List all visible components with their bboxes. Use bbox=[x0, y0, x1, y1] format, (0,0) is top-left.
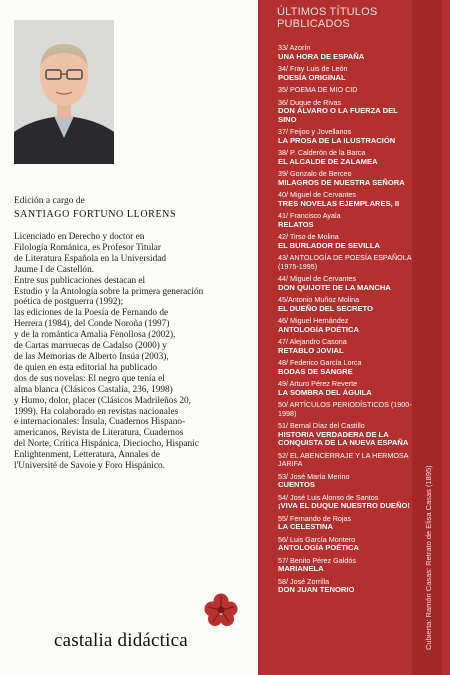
item-title: RELATOS bbox=[278, 219, 314, 229]
item-title: ¡VIVA EL DUQUE NUESTRO DUEÑO! bbox=[278, 501, 410, 510]
cover-credit: Cubierta: Ramón Casas: Retrato de Elisa Casas (1895) bbox=[424, 465, 433, 650]
bio-line: poética de postguerra (1992); bbox=[14, 297, 124, 308]
bio-line: Enlightenment, Letteratura, Annales de bbox=[14, 450, 160, 461]
bio-line: de las Memorias de Alberto Insúa (2003), bbox=[14, 351, 169, 362]
item-title: LA CELESTINA bbox=[278, 522, 333, 531]
list-item bbox=[278, 233, 418, 250]
list-item bbox=[278, 578, 418, 595]
item-number-author: 53/ José María Merino bbox=[278, 471, 350, 481]
item-title: UNA HORA DE ESPAÑA bbox=[278, 51, 365, 61]
list-item bbox=[278, 254, 418, 271]
list-item bbox=[278, 452, 418, 469]
bio-line: las ediciones de la Poesía de Fernando de bbox=[14, 308, 169, 319]
heading-line: PUBLICADOS bbox=[277, 18, 350, 30]
list-item bbox=[278, 86, 418, 95]
item-number-author: 50/ ARTÍCULOS PERIODÍSTICOS (1900-1998) bbox=[278, 400, 412, 418]
item-number-author: 55/ Fernando de Rojas bbox=[278, 513, 352, 523]
list-item bbox=[278, 515, 418, 532]
bio-line: Jaume I de Castellón. bbox=[14, 264, 95, 275]
list-item bbox=[278, 44, 418, 61]
publisher-logo-text: castalia didáctica bbox=[54, 630, 188, 651]
item-number-author: 47/ Alejandro Casona bbox=[278, 337, 347, 346]
bio-line: y Humo, dolor, placer (Clásicos Madrileños 20, bbox=[14, 395, 192, 406]
bio-line: dos de sus novelas: El negro que tenía el bbox=[14, 373, 165, 384]
list-item bbox=[278, 401, 418, 418]
list-item bbox=[278, 149, 418, 166]
list-item bbox=[278, 296, 418, 313]
item-title: ANTOLOGÍA POÉTICA bbox=[278, 324, 360, 334]
list-item bbox=[278, 65, 418, 82]
bio-line: de Cartas marruecas de Cadalso (2000) y bbox=[14, 341, 167, 352]
bio-line: e internacionales: Ínsula, Cuadernos Hispano- bbox=[14, 417, 186, 428]
item-title: MILAGROS DE NUESTRA SEÑORA bbox=[278, 177, 405, 187]
bio-line: Licenciado en Derecho y doctor en bbox=[14, 232, 145, 242]
recent-titles-list bbox=[278, 44, 418, 599]
item-number-author: 45/Antonio Muñoz Molina bbox=[278, 295, 360, 304]
item-number-author: 48/ Federico García Lorca bbox=[278, 358, 362, 367]
list-item bbox=[278, 557, 418, 574]
item-title: DON QUIJOTE DE LA MANCHA bbox=[278, 282, 391, 292]
list-item bbox=[278, 380, 418, 397]
item-title: TRES NOVELAS EJEMPLARES, II bbox=[278, 198, 400, 208]
item-title: EL BURLADOR DE SEVILLA bbox=[278, 240, 380, 250]
list-item bbox=[278, 275, 418, 292]
list-item bbox=[278, 338, 418, 355]
list-item bbox=[278, 212, 418, 229]
list-item bbox=[278, 99, 418, 125]
item-title: ANTOLOGÍA POÉTICA bbox=[278, 543, 360, 552]
item-number-author: 51/ Bernal Díaz del Castillo bbox=[278, 421, 365, 430]
item-number-author: 46/ Miguel Hernández bbox=[278, 316, 349, 325]
editor-name: SANTIAGO FORTUNO LLORENS bbox=[14, 209, 177, 220]
bio-line: Filología Románica, es Profesor Titular bbox=[14, 242, 161, 253]
bio-line: de Literatura Española en la Universidad bbox=[14, 253, 167, 264]
list-item bbox=[278, 494, 418, 511]
item-number-author: 58/ José Zorrilla bbox=[278, 576, 330, 586]
list-item bbox=[278, 191, 418, 208]
item-title: DON JUAN TENORIO bbox=[278, 585, 355, 594]
bio-line: 1999). Ha colaborado en revistas nacionales bbox=[14, 406, 179, 417]
item-title: DON ÁLVARO O LA FUERZA DEL SINO bbox=[278, 106, 398, 124]
bio-line: Herrera (1984), del Conde Noroña (1997) bbox=[14, 319, 170, 330]
item-number-author: 34/ Fray Luis de León bbox=[278, 64, 348, 73]
item-title: BODAS DE SANGRE bbox=[278, 366, 353, 376]
bio-line: alma blanca (Clásicos Castalia, 236, 1998) bbox=[14, 384, 173, 395]
item-number-author: 42/ Tirso de Molina bbox=[278, 232, 339, 241]
list-item bbox=[278, 536, 418, 553]
bio-line: americanos, Revista de Literatura, Cuadernos bbox=[14, 428, 184, 439]
item-number-author: 41/ Francisco Ayala bbox=[278, 211, 341, 220]
bio-line: l'Université de Savoie y Foro Hispánico. bbox=[14, 461, 165, 472]
item-title: POESÍA ORIGINAL bbox=[278, 72, 346, 82]
list-item bbox=[278, 359, 418, 376]
item-number-author: 43/ ANTOLOGÍA DE POESÍA ESPAÑOLA (1975-1995) bbox=[278, 253, 412, 271]
recent-titles-heading bbox=[277, 6, 377, 30]
list-item bbox=[278, 317, 418, 334]
bio-line: y de la romántica Amalia Fenollosa (2002), bbox=[14, 330, 176, 341]
item-number-author: 44/ Miguel de Cervantes bbox=[278, 274, 356, 283]
item-number-author: 49/ Arturo Pérez Reverte bbox=[278, 379, 358, 388]
editor-biography bbox=[14, 232, 254, 472]
item-number-author: 39/ Gonzalo de Berceo bbox=[278, 169, 352, 178]
item-number-author: 35/ POEMA DE MIO CID bbox=[278, 85, 358, 94]
item-title: EL ALCALDE DE ZALAMEA bbox=[278, 156, 378, 166]
list-item bbox=[278, 422, 418, 448]
list-item bbox=[278, 473, 418, 490]
bio-line: Estudio y la Antología sobre la primera generación bbox=[14, 286, 204, 297]
item-number-author: 40/ Miguel de Cervantes bbox=[278, 190, 356, 199]
item-number-author: 33/ Azorín bbox=[278, 43, 311, 52]
list-item bbox=[278, 170, 418, 187]
edition-credit-label: Edición a cargo de bbox=[14, 196, 85, 206]
item-title: EL DUEÑO DEL SECRETO bbox=[278, 303, 373, 313]
item-number-author: 37/ Feijoo y Jovellanos bbox=[278, 127, 352, 136]
list-item bbox=[278, 128, 418, 145]
item-title: HISTORIA VERDADERA DE LA CONQUISTA DE LA NUEVA ESPAÑA bbox=[278, 429, 409, 447]
item-title: LA SOMBRA DEL ÁGUILA bbox=[278, 387, 372, 397]
item-title: LA PROSA DE LA ILUSTRACIÓN bbox=[278, 135, 396, 145]
item-number-author: 57/ Benito Pérez Galdós bbox=[278, 555, 356, 565]
item-number-author: 54/ José Luis Alonso de Santos bbox=[278, 492, 379, 502]
bio-line: de quien en esta editorial ha publicado bbox=[14, 362, 158, 373]
item-number-author: 52/ EL ABENCERRAJE Y LA HERMOSA JARIFA bbox=[278, 450, 409, 468]
item-number-author: 38/ P. Calderón de la Barca bbox=[278, 148, 366, 157]
item-number-author: 56/ Luis García Montero bbox=[278, 534, 356, 544]
item-title: MARIANELA bbox=[278, 564, 324, 573]
item-number-author: 36/ Duque de Rivas bbox=[278, 97, 342, 107]
item-title: RETABLO JOVIAL bbox=[278, 345, 344, 355]
item-title: CUENTOS bbox=[278, 480, 315, 489]
bio-line: Entre sus publicaciones destacan el bbox=[14, 275, 146, 286]
castalia-flower-logo-icon bbox=[203, 592, 239, 628]
bio-line: del Norte, Crítica Hispánica, Dieciocho, Hispanic bbox=[14, 439, 199, 450]
heading-line: ÚLTIMOS TÍTULOS bbox=[277, 6, 378, 18]
author-photo bbox=[14, 20, 114, 164]
